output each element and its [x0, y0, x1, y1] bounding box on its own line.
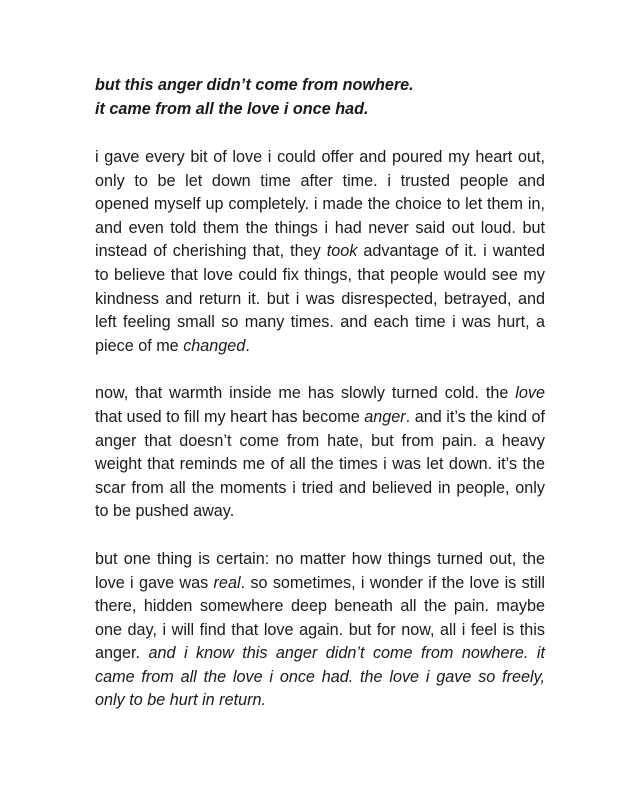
text-segment: but one thing is certain: no matter how things turned out, the love i gave was	[95, 549, 545, 592]
emphasis-segment: real	[213, 573, 241, 592]
text-segment: advantage of it. i wanted to believe that love could fix things, that people would see my kindness and return it. but i was disrespected, betrayed, and left feeling small so many times. and each time i was hurt, a piece of me	[95, 242, 545, 355]
emphasis-segment: anger	[364, 407, 406, 426]
emphasis-segment: love	[515, 384, 545, 403]
paragraph-3	[95, 548, 545, 713]
text-segment: now, that warmth inside me has slowly turned cold. the	[95, 384, 516, 403]
paragraph-1	[95, 146, 545, 358]
text-segment: . and it’s the kind of anger that doesn’t come from hate, but from pain. a heavy weight that reminds me of all the times i was let down. it’s the scar from all the moments i tried and believed in people, only to be pushed away.	[95, 407, 545, 521]
emphasis-segment: took	[326, 242, 358, 261]
emphasis-segment: changed	[183, 336, 246, 355]
heading-line-2: it came from all the love i once had.	[95, 99, 369, 118]
emphasis-segment: and i know this anger didn’t come from nowhere. it came from all the love i once had. the love i gave so freely, only to be hurt in return.	[95, 644, 545, 710]
body-text	[95, 146, 545, 713]
text-segment: . so sometimes, i wonder if the love is still there, hidden somewhere deep beneath all the pain. maybe one day, i will find that love again. but for now, all i feel is this anger.	[95, 573, 545, 663]
text-segment: i gave every bit of love i could offer and poured my heart out, only to be let down time after time. i trusted people and opened myself up completely. i made the choice to let them in, and even told them the things i had never said out loud. but instead of cherishing that, they	[95, 148, 545, 261]
text-segment: that used to fill my heart has become	[95, 407, 365, 426]
paragraph-2	[95, 382, 545, 524]
heading-line-1: but this anger didn’t come from nowhere.	[95, 76, 414, 94]
text-segment: .	[245, 336, 250, 355]
heading-block	[95, 74, 545, 121]
